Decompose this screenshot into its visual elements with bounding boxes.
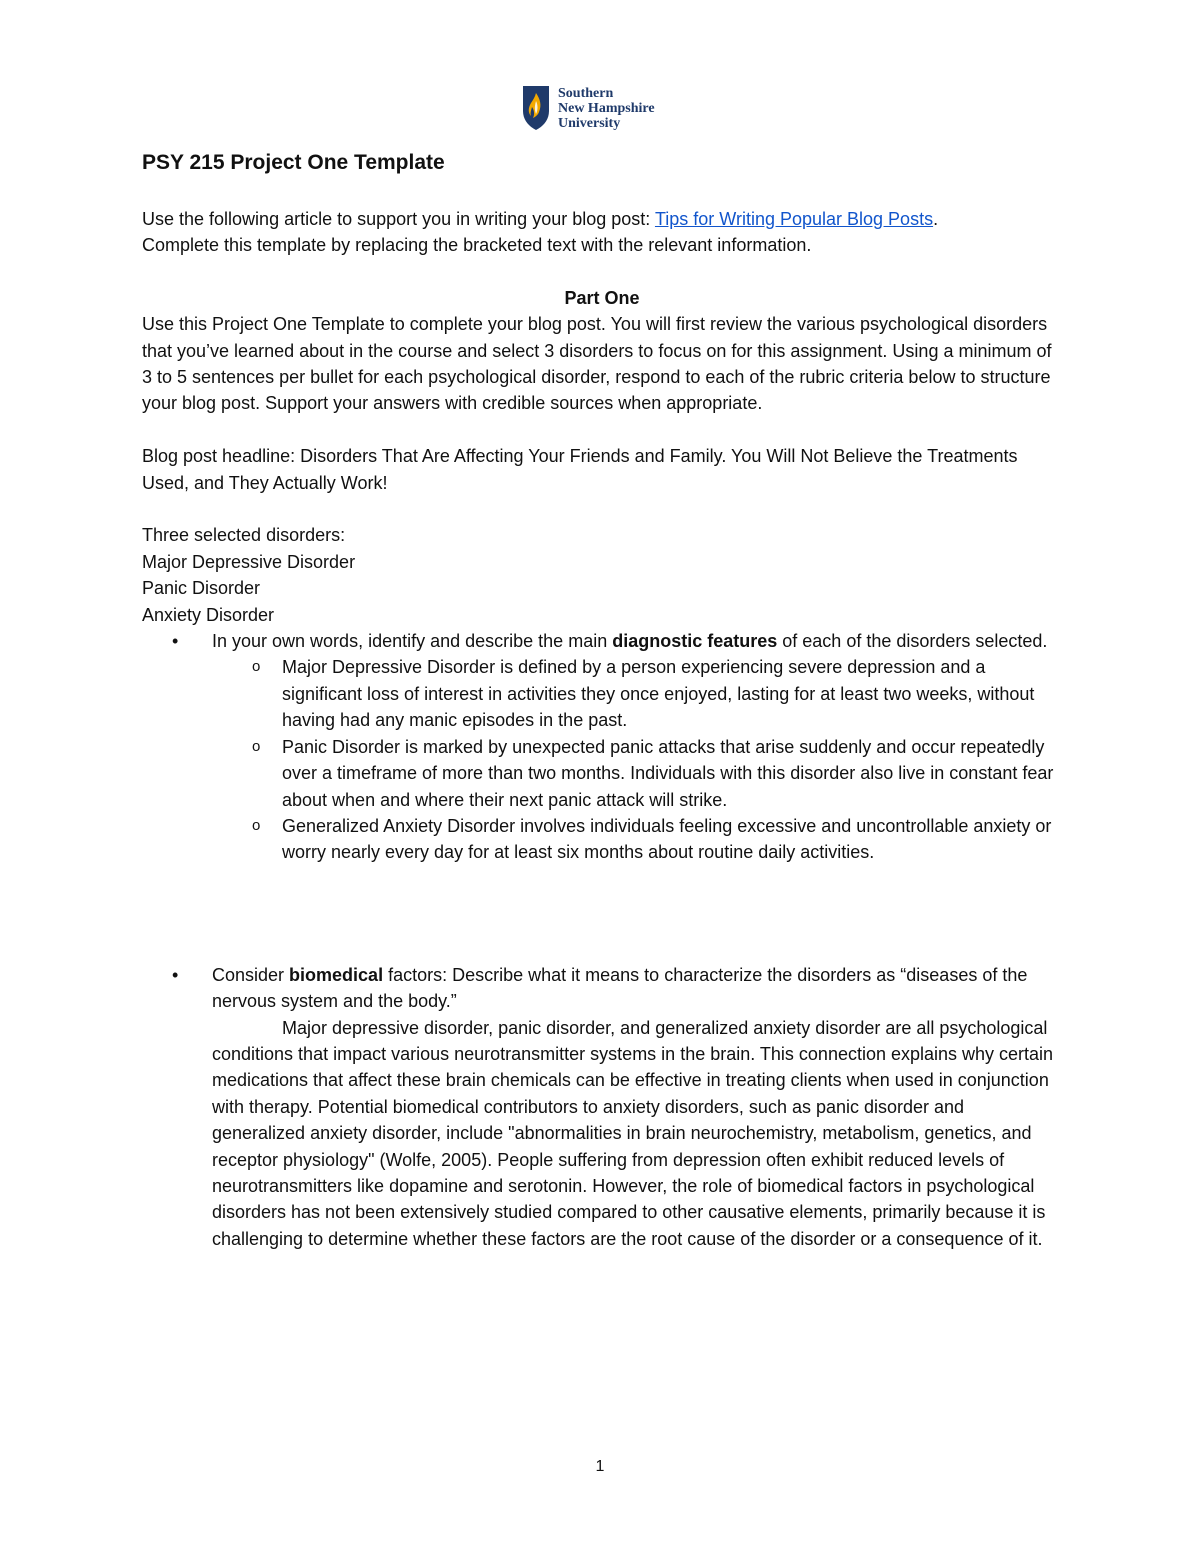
sub-bullet-icon: o	[252, 658, 261, 676]
logo-line-2: New Hampshire	[558, 100, 655, 116]
logo-line-1: Southern	[558, 85, 614, 101]
subitem-text: Panic Disorder is marked by unexpected panic attacks that arise suddenly and occur repeatedly over a timeframe of more than two months. Individuals with this disorder also live in constant fear about when and where their next panic attack will strike.	[282, 736, 1054, 810]
intro-paragraph	[142, 206, 1062, 259]
criteria-bold: diagnostic features	[612, 631, 778, 652]
diagnostic-subitem	[212, 813, 1062, 866]
criteria-prefix: Consider	[212, 964, 290, 985]
intro-line-2: Complete this template by replacing the bracketed text with the relevant information.	[142, 235, 812, 256]
page-number: 1	[595, 1458, 605, 1475]
bullet-icon: •	[172, 631, 179, 652]
subitem-text: Generalized Anxiety Disorder involves individuals feeling excessive and uncontrollable anxiety or worry nearly every day for at least six months about routine daily activities.	[282, 815, 1052, 863]
university-logo	[522, 84, 655, 132]
document-title: PSY 215 Project One Template	[142, 151, 445, 174]
logo-line-3: University	[558, 115, 621, 131]
part-heading: Part One	[564, 287, 640, 308]
intro-suffix: .	[933, 209, 939, 229]
criteria-bold: biomedical	[289, 964, 384, 985]
diagnostic-subitem	[212, 734, 1062, 813]
blog-headline: Blog post headline: Disorders That Are Affecting Your Friends and Family. You Will Not Believe the Treatments Used, and They Actually Work!	[142, 446, 1018, 493]
diagnostic-subitem	[212, 654, 1062, 733]
criteria-list-2	[142, 962, 1062, 1252]
sub-bullet-icon: o	[252, 816, 261, 834]
shield-icon	[522, 85, 550, 131]
disorder-item: Panic Disorder	[142, 578, 261, 599]
criteria-suffix: factors: Describe what it means to characterize the disorders as “diseases of the nervous system and the body.”	[212, 964, 1028, 1012]
subitem-text: Major Depressive Disorder is defined by a person experiencing severe depression and a significant loss of interest in activities they once enjoyed, lasting for at least two weeks, without having had any manic episodes in the past.	[282, 657, 1035, 731]
biomedical-answer: Major depressive disorder, panic disorder, and generalized anxiety disorder are all psychological conditions that impact various neurotransmitter systems in the brain. This connection explains why certain medications that affect these brain chemicals can be effective in treating clients when used in conjunction with therapy. Potential biomedical contributors to anxiety disorders, such as panic disorder and generalized anxiety disorder, include "abnormalities in brain neurochemistry, metabolism, genetics, and receptor physiology" (Wolfe, 2005). People suffering from depression often exhibit reduced levels of neurotransmitters like dopamine and serotonin. However, the role of biomedical factors in psychological disorders has not been extensively studied compared to other causative elements, primarily because it is challenging to determine whether these factors are the root cause of the disorder or a consequence of it.	[212, 1017, 1054, 1249]
criteria-suffix: of each of the disorders selected.	[777, 631, 1048, 652]
disorder-item: Major Depressive Disorder	[142, 551, 356, 572]
bullet-icon: •	[172, 964, 179, 985]
criteria-item-biomedical	[142, 962, 1062, 1252]
criteria-list	[142, 628, 1062, 866]
criteria-item-diagnostic	[142, 628, 1062, 866]
document-body	[142, 148, 1062, 1252]
criteria-prefix: In your own words, identify and describe the main	[212, 631, 613, 652]
sub-bullet-icon: o	[252, 737, 261, 755]
intro-prefix: Use the following article to support you in writing your blog post:	[142, 209, 655, 229]
disorder-item: Anxiety Disorder	[142, 604, 275, 625]
logo-text	[558, 86, 655, 131]
selected-disorders-label: Three selected disorders:	[142, 525, 346, 546]
tips-article-link[interactable]: Tips for Writing Popular Blog Posts	[654, 209, 934, 229]
diagnostic-sublist	[212, 654, 1062, 865]
part-paragraph: Use this Project One Template to complete your blog post. You will first review the various psychological disorders that you’ve learned about in the course and select 3 disorders to focus on for this assignment. Using a minimum of 3 to 5 sentences per bullet for each psychological disorder, respond to each of the rubric criteria below to structure your blog post. Support your answers with credible sources when appropriate.	[142, 314, 1052, 414]
